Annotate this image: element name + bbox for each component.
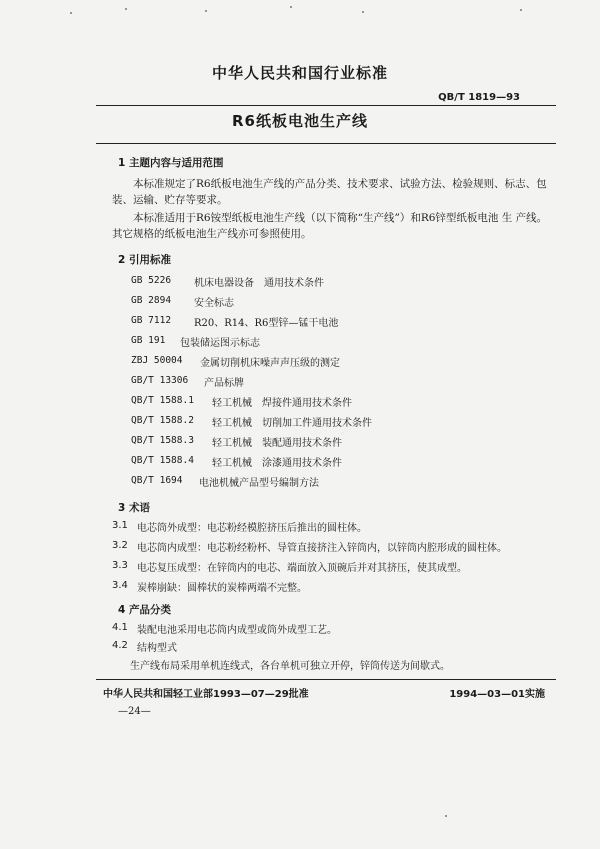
scan-speck xyxy=(205,10,207,12)
item-number: 4.2 xyxy=(112,640,128,651)
standard-header-title: 中华人民共和国行业标准 xyxy=(211,64,388,82)
term-definition: 炭棒崩缺：圆棒状的炭棒两端不完整。 xyxy=(137,583,307,594)
ref-code: QB/T 1588.1 xyxy=(131,395,194,406)
item-text: 生产线布局采用单机连线式，各台单机可独立开停，锌筒传送为间歇式。 xyxy=(130,661,450,672)
ref-code: QB/T 1588.4 xyxy=(131,455,194,466)
paragraph: 本标准适用于R6铵型纸板电池生产线（以下简称“生产线”）和R6锌型纸板电池 生 产线。其它规格的纸板电池生产线亦可参照使用。 xyxy=(112,212,548,240)
item-text: 装配电池采用电芯筒内成型或筒外成型工艺。 xyxy=(137,625,337,636)
section-heading: 2 引用标准 xyxy=(118,254,171,266)
scan-speck xyxy=(70,12,72,14)
effective-date: 1994—03—01实施 xyxy=(449,689,545,700)
scan-speck xyxy=(445,815,447,817)
ref-code: QB/T 1694 xyxy=(131,475,183,486)
ref-title: 安全标志 xyxy=(194,298,234,309)
ref-code: QB/T 1588.2 xyxy=(131,415,194,426)
document-title: R6纸板电池生产线 xyxy=(232,112,368,130)
ref-title: 轻工机械 切削加工件通用技术条件 xyxy=(212,418,372,429)
ref-code: GB/T 13306 xyxy=(131,375,189,386)
term-definition: 电芯筒外成型：电芯粉经模腔挤压后推出的圆柱体。 xyxy=(137,523,367,534)
scan-speck xyxy=(290,6,292,8)
approval-note: 中华人民共和国轻工业部1993—07—29批准 xyxy=(103,689,309,700)
page-number: —24— xyxy=(118,706,151,717)
ref-title: 金属切削机床噪声声压级的测定 xyxy=(200,358,340,369)
term-definition: 电芯复压成型：在锌筒内的电芯、端面放入顶碗后并对其挤压，使其成型。 xyxy=(137,563,467,574)
ref-code: ZBJ 50004 xyxy=(131,355,183,366)
term-number: 3.2 xyxy=(112,540,128,551)
ref-title: 轻工机械 涂漆通用技术条件 xyxy=(212,458,342,469)
header-divider xyxy=(96,105,556,106)
scan-speck xyxy=(125,8,127,10)
footer-divider xyxy=(96,679,556,680)
term-number: 3.4 xyxy=(112,580,128,591)
ref-title: R20、R14、R6型锌—锰干电池 xyxy=(194,318,339,329)
ref-title: 机床电器设备 通用技术条件 xyxy=(194,278,324,289)
section-heading: 3 术语 xyxy=(118,502,150,514)
ref-code: GB 2894 xyxy=(131,295,172,306)
ref-title: 电池机械产品型号编制方法 xyxy=(199,478,319,489)
section-heading: 1 主题内容与适用范围 xyxy=(118,157,224,169)
term-number: 3.1 xyxy=(112,520,128,531)
ref-code: GB 191 xyxy=(131,335,166,346)
item-number: 4.1 xyxy=(112,622,128,633)
title-divider xyxy=(96,143,556,144)
term-number: 3.3 xyxy=(112,560,128,571)
ref-code: QB/T 1588.3 xyxy=(131,435,194,446)
ref-code: GB 5226 xyxy=(131,275,172,286)
ref-title: 包装储运图示标志 xyxy=(180,338,260,349)
ref-title: 轻工机械 装配通用技术条件 xyxy=(212,438,342,449)
scan-speck xyxy=(520,9,522,11)
standard-code: QB/T 1819—93 xyxy=(438,92,520,103)
scan-speck xyxy=(362,11,364,13)
ref-code: GB 7112 xyxy=(131,315,172,326)
item-title: 结构型式 xyxy=(137,643,177,654)
ref-title: 产品标牌 xyxy=(204,378,244,389)
term-definition: 电芯筒内成型：电芯粉经粉杯、导管直接挤注入锌筒内，以锌筒内腔形成的圆柱体。 xyxy=(137,543,507,554)
paragraph: 本标准规定了R6纸板电池生产线的产品分类、技术要求、试验方法、检验规则、标志、包装、运输、贮存等要求。 xyxy=(112,178,547,206)
section-heading: 4 产品分类 xyxy=(118,604,171,616)
ref-title: 轻工机械 焊接件通用技术条件 xyxy=(212,398,352,409)
